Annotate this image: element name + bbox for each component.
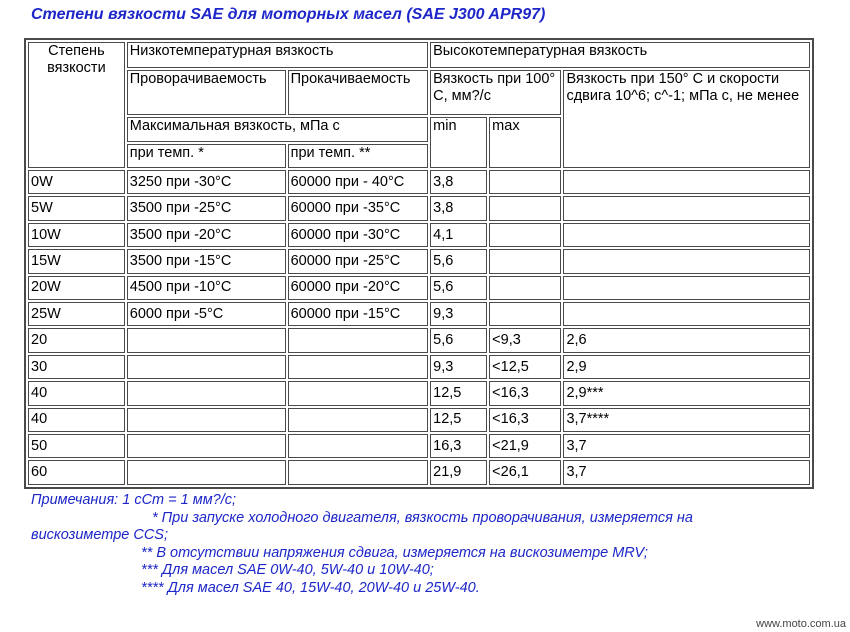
table-cell <box>127 460 286 485</box>
table-cell <box>288 434 429 458</box>
header-visc100: Вязкость при 100° С, мм?/с <box>430 70 561 115</box>
note-line-5: *** Для масел SAE 0W-40, 5W-40 и 10W-40; <box>141 562 434 578</box>
table-cell: 3500 при -25°С <box>127 196 286 220</box>
table-cell <box>127 381 286 405</box>
table-cell <box>563 276 810 300</box>
table-row <box>28 434 810 458</box>
table-cell: 60000 при -30°С <box>288 223 429 247</box>
sae-viscosity-table <box>24 38 814 489</box>
table-row <box>28 223 810 247</box>
table-row <box>28 355 810 379</box>
table-row <box>28 408 810 432</box>
header-min: min <box>430 117 487 168</box>
table-cell: 12,5 <box>430 381 487 405</box>
header-row-2 <box>28 70 810 115</box>
header-max-visc: Максимальная вязкость, мПа с <box>127 117 428 141</box>
table-cell: <21,9 <box>489 434 561 458</box>
table-row <box>28 381 810 405</box>
table-cell: 40 <box>28 408 125 432</box>
header-grade: Степень вязкости <box>28 42 125 168</box>
table-cell: 16,3 <box>430 434 487 458</box>
note-line-1: Примечания: 1 сСт = 1 мм?/с; <box>31 492 237 508</box>
table-cell: 30 <box>28 355 125 379</box>
table-cell: 3,7 <box>563 434 810 458</box>
table-row <box>28 170 810 194</box>
table-cell: 3,7**** <box>563 408 810 432</box>
table-cell: 20W <box>28 276 125 300</box>
table-cell <box>489 223 561 247</box>
table-cell <box>489 276 561 300</box>
table-cell: 4,1 <box>430 223 487 247</box>
table-cell: 21,9 <box>430 460 487 485</box>
table-cell <box>127 328 286 352</box>
table-cell <box>563 302 810 326</box>
header-high-temp: Высокотемпературная вязкость <box>430 42 810 68</box>
table-cell <box>563 170 810 194</box>
table-cell: 10W <box>28 223 125 247</box>
table-cell <box>489 170 561 194</box>
table-cell <box>563 196 810 220</box>
table-cell: 2,9*** <box>563 381 810 405</box>
table-cell: 60000 при -15°С <box>288 302 429 326</box>
table-cell: 9,3 <box>430 355 487 379</box>
note-line-6: **** Для масел SAE 40, 15W-40, 20W-40 и 25W-40. <box>141 579 480 596</box>
table-cell: 9,3 <box>430 302 487 326</box>
table-row <box>28 328 810 352</box>
table-cell <box>489 249 561 273</box>
table-cell <box>127 434 286 458</box>
table-cell: 3500 при -15°С <box>127 249 286 273</box>
table-cell <box>288 355 429 379</box>
table-cell: 25W <box>28 302 125 326</box>
table-cell: 60 <box>28 460 125 485</box>
site-watermark: www.moto.com.ua <box>756 618 846 630</box>
table-cell: 60000 при -20°С <box>288 276 429 300</box>
table-cell <box>489 302 561 326</box>
table-cell: 5W <box>28 196 125 220</box>
table-cell: 2,6 <box>563 328 810 352</box>
table-cell: 3,8 <box>430 196 487 220</box>
table-cell: 15W <box>28 249 125 273</box>
table-cell: <26,1 <box>489 460 561 485</box>
table-cell: 60000 при -25°С <box>288 249 429 273</box>
table-cell: 6000 при -5°С <box>127 302 286 326</box>
header-temp-pumping: при темп. ** <box>288 144 429 168</box>
table-cell <box>127 355 286 379</box>
document-title: Степени вязкости SAE для моторных масел (SAE J300 APR97) <box>31 6 546 23</box>
table-cell: 12,5 <box>430 408 487 432</box>
table-cell: <16,3 <box>489 381 561 405</box>
table-cell: 5,6 <box>430 276 487 300</box>
table-cell: 2,9 <box>563 355 810 379</box>
table-cell: 50 <box>28 434 125 458</box>
table-cell <box>489 196 561 220</box>
table-cell: <12,5 <box>489 355 561 379</box>
table-cell: 5,6 <box>430 328 487 352</box>
table-cell: 4500 при -10°С <box>127 276 286 300</box>
note-line-4: ** В отсутствии напряжения сдвига, измеряется на вискозиметре MRV; <box>141 544 648 561</box>
table-row <box>28 276 810 300</box>
table-cell <box>288 381 429 405</box>
table-cell: <16,3 <box>489 408 561 432</box>
table-cell <box>288 408 429 432</box>
table-cell: 20 <box>28 328 125 352</box>
table-cell <box>288 460 429 485</box>
header-temp-cranking: при темп. * <box>127 144 286 168</box>
header-max: max <box>489 117 561 168</box>
table-cell: 40 <box>28 381 125 405</box>
header-visc150: Вязкость при 150° С и скорости сдвига 10^6; с^-1; мПа с, не менее <box>563 70 810 168</box>
note-line-3: вискозиметре CCS; <box>31 527 168 543</box>
table-cell: 5,6 <box>430 249 487 273</box>
table-row <box>28 302 810 326</box>
note-line-2: * При запуске холодного двигателя, вязкость проворачивания, измеряется на <box>152 509 693 526</box>
table-row <box>28 460 810 485</box>
header-row-1 <box>28 42 810 68</box>
table-row <box>28 196 810 220</box>
table-cell: 0W <box>28 170 125 194</box>
table-cell: <9,3 <box>489 328 561 352</box>
table-cell <box>563 223 810 247</box>
header-cranking: Проворачиваемость <box>127 70 286 115</box>
table-cell <box>127 408 286 432</box>
table-row <box>28 249 810 273</box>
table-cell <box>288 328 429 352</box>
table-cell: 60000 при -35°С <box>288 196 429 220</box>
table-cell: 60000 при - 40°С <box>288 170 429 194</box>
table-cell: 3,7 <box>563 460 810 485</box>
notes <box>31 492 811 597</box>
table-cell <box>563 249 810 273</box>
header-pumping: Прокачиваемость <box>288 70 429 115</box>
table-cell: 3,8 <box>430 170 487 194</box>
header-low-temp: Низкотемпературная вязкость <box>127 42 428 68</box>
table-cell: 3250 при -30°С <box>127 170 286 194</box>
table-cell: 3500 при -20°С <box>127 223 286 247</box>
